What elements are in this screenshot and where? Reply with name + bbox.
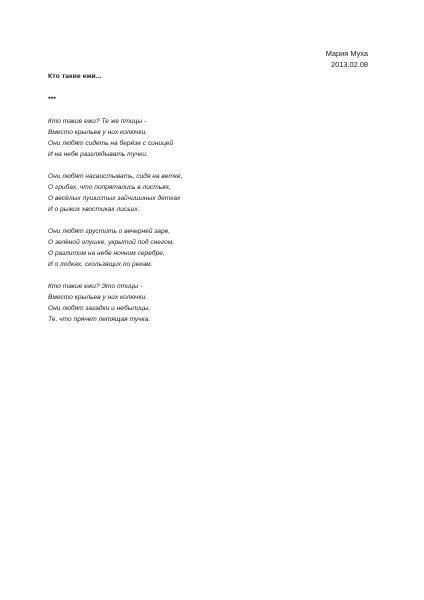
poem-line: Кто такие ежи? Это птицы - [48,283,143,290]
poem-line: Они любят сидеть на берёзе с синицей [48,140,174,147]
stanza-3 [48,226,182,270]
poem-line: Вместо крыльев у них колючки. [48,294,148,301]
author-name: Мария Муха [325,49,368,58]
poem-line: Те, что прячет летящая тучка. [48,316,151,323]
poem-line: Кто такие ежи? Те же птицы - [48,118,147,125]
poem-line: И на небе разглядывать тучки. [48,151,148,158]
stanza-1 [48,116,182,160]
poem-body [48,94,182,325]
poem-line: О грибах, что попрятались в листьях, [48,184,171,191]
poem-line: О зелёной опушке, укрытой под снегом, [48,239,175,246]
poem-date: 2013.02.08 [331,60,368,69]
stanza-2 [48,171,182,215]
author-block [326,48,368,70]
poem-line: Они любят загадки и небылицы, [48,305,151,312]
stanza-separator: *** [48,96,56,103]
poem-line: Они любят грустить о вечерней заре, [48,228,171,235]
poem-line: И о лодках, скользящих по рекам. [48,261,153,268]
poem-line: О весёлых пушистых зайчишиных детках [48,195,181,202]
poem-line: Вместо крыльев у них колючки, [48,129,148,136]
poem-title: Кто такие ежи... [48,73,102,80]
poem-line: О разлитом на небе ночном серебре, [48,250,165,257]
stanza-4 [48,281,182,325]
poem-line: Они любят насвистывать, сидя на ветке, [48,173,183,180]
poem-line: И о рыжих хвостиках лисьих. [48,206,140,213]
